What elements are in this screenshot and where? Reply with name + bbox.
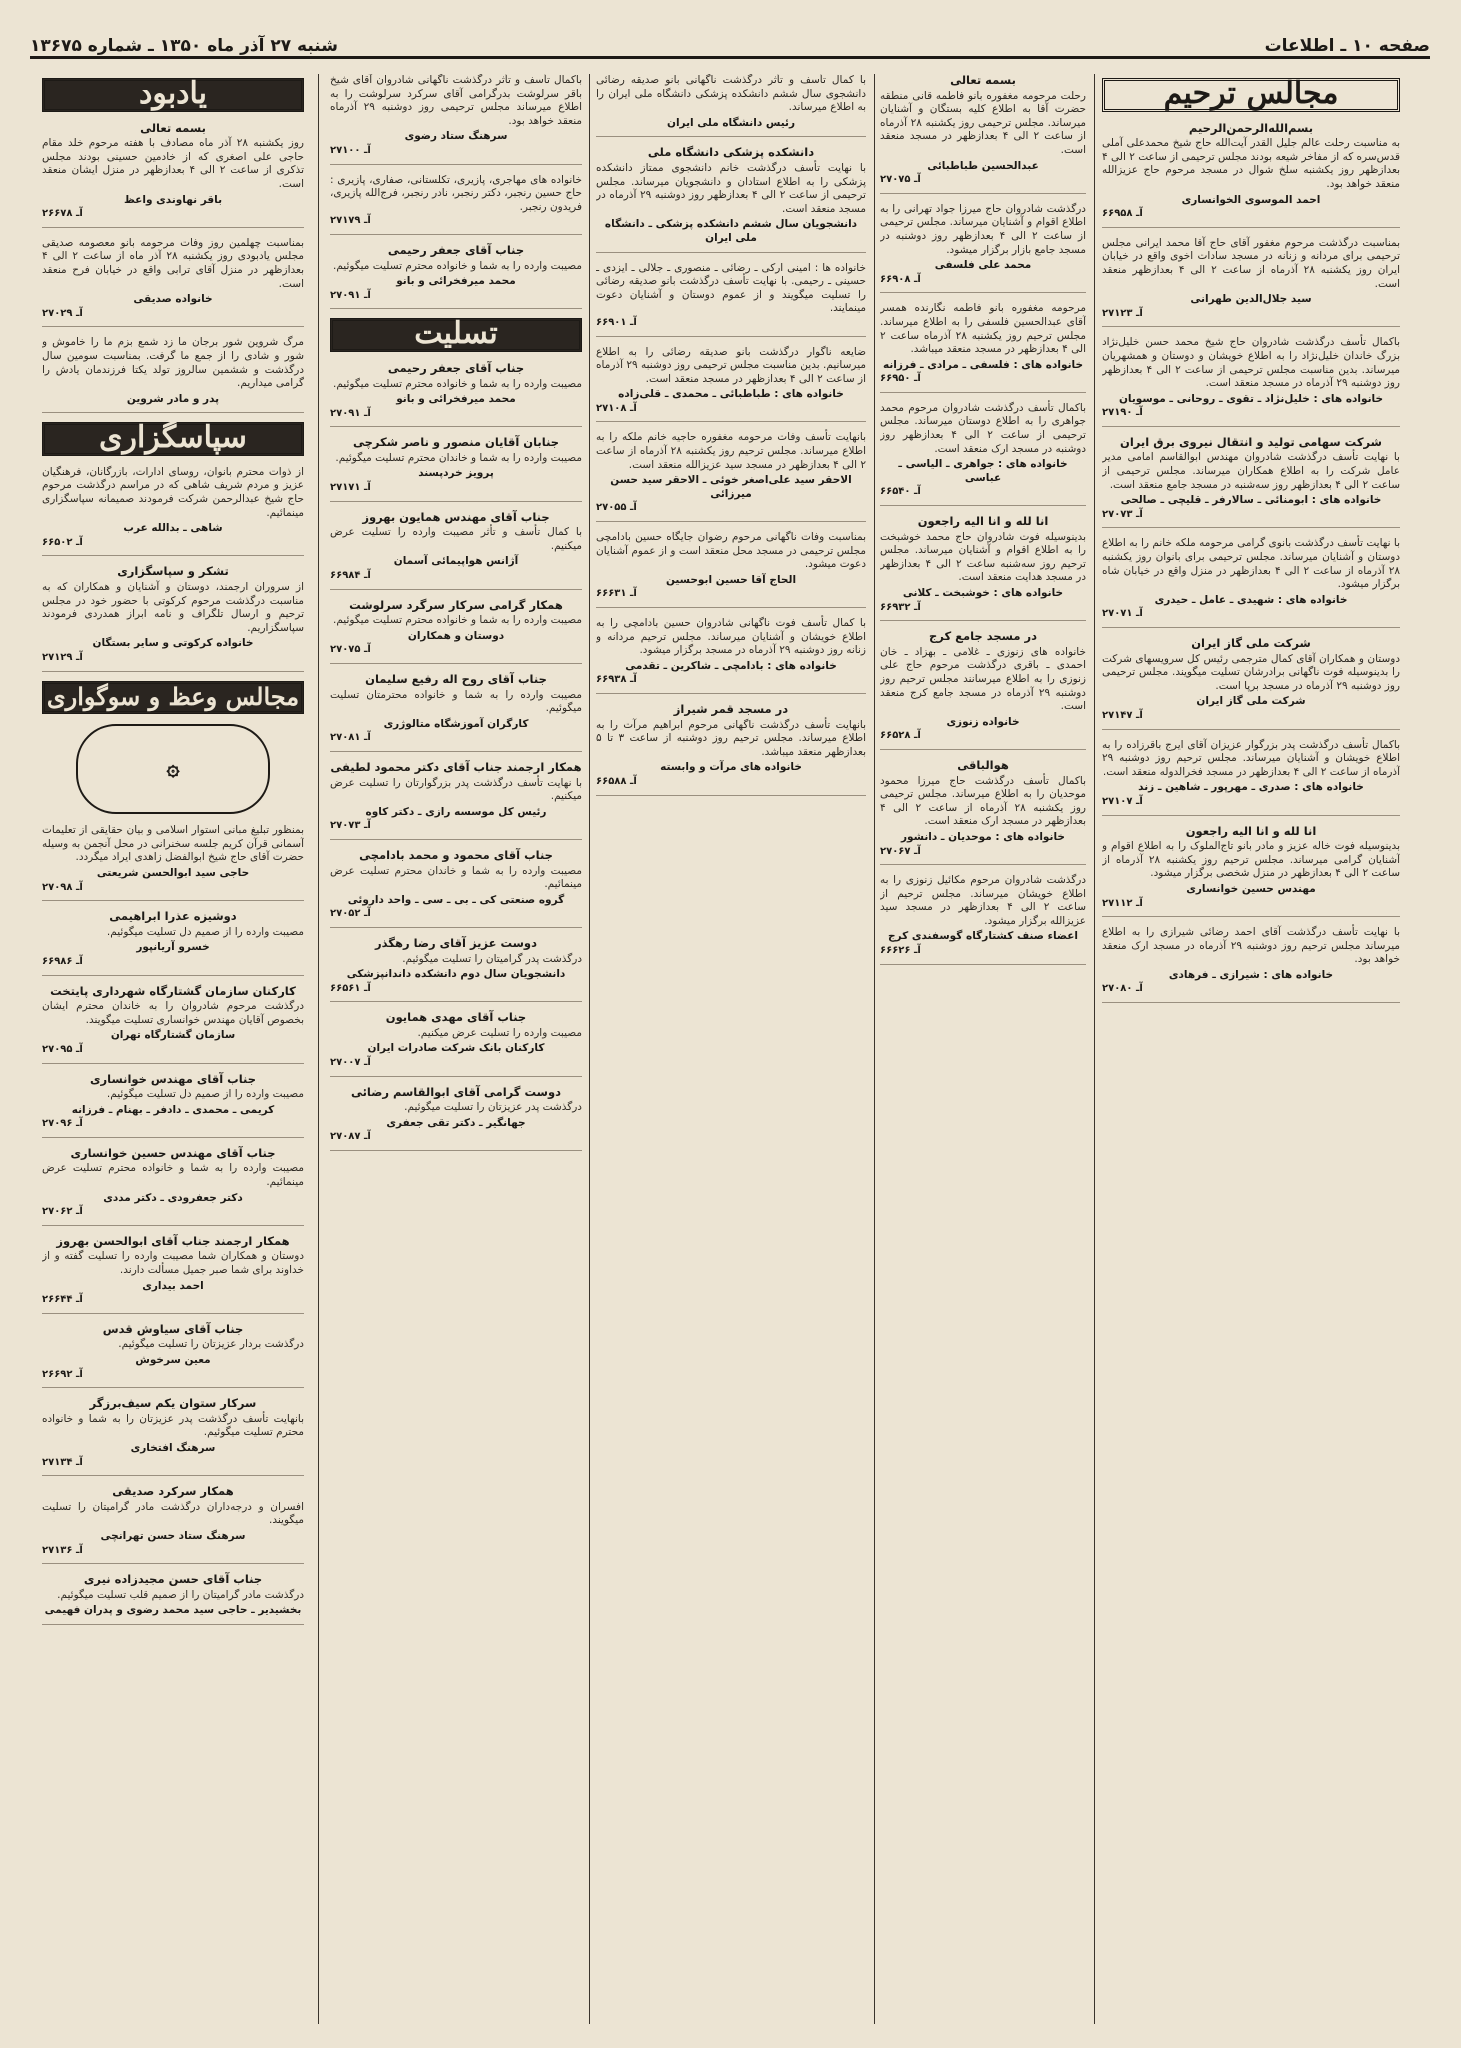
notice-body: مصیبت وارده را از صمیم دل تسلیت میگوئیم. xyxy=(106,1088,304,1101)
notice-code: آـ ۲۷۰۷۳ xyxy=(330,820,371,832)
notice xyxy=(596,346,866,423)
page-header xyxy=(30,28,1430,59)
notice-body: از ذوات محترم بانوان، روسای ادارات، بازرگانان، فرهنگیان عزیز و مردم شریف شاهی که در مراسم درگذشت مرحوم حاج شیخ عبدالرحمن شرکت فرمودند صمیمانه سپاسگزاری مینمائیم. xyxy=(42,465,304,519)
notice-signature: خانواده های : ابومنائی ـ سالارفر ـ قلیچی ـ صالحی xyxy=(1120,494,1382,507)
notice-body: بمنظور تبلیغ مبانی استوار اسلامی و بیان حقایقی از تعلیمات آسمانی قرآن کریم جلسه سخنرانی در محل آنجمن به وسیله حضرت آقای حاج شیخ ابوالفضل زاهدی ایراد میگردد. xyxy=(42,824,304,864)
notice-heading: جناب آقای حسن مجیدزاده نیری xyxy=(83,1572,263,1587)
notice-signature: بخشیدیر ـ حاجی سید محمد رضوی و پدران فهیمی xyxy=(44,1604,302,1617)
notice xyxy=(42,565,304,671)
notice-code: آـ ۲۷۰۹۵ xyxy=(42,1043,83,1055)
notice-heading: جناب آقای روح اله رفیع سلیمان xyxy=(365,672,547,686)
notice-signature: سازمان گشتارگاه تهران xyxy=(110,1029,236,1042)
notice-code: آـ ۲۷۰۷۵ xyxy=(330,644,371,656)
notice-body: بانهایت تأسف درگذشت پدر عزیزتان را به شما و خانواده محترم تسلیت میگوئیم. xyxy=(42,1412,304,1439)
notice-code: آـ ۶۶۹۵۰ xyxy=(880,373,921,385)
notice-body: باکمال تأسف و تأثر درگذشت ناگهانی شادروان آقای شیخ باقر سرلوشت بدرگرامی آقای سرکرد سرلوشت را به اطلاع میرساند مجلس ترحیمی روز دوشنبه ۲۹ آذرماه منعقد خواهد بود. xyxy=(330,74,582,127)
notice xyxy=(330,244,582,309)
notice-body: مصیبت وارده را به شما و خانواده محترم تسلیت میگوئیم. xyxy=(332,259,582,272)
notice-body: بمناسبت چهلمین روز وفات مرحومه بانو معصومه صدیقی مجلس یادبودی روز یکشنبه ۲۸ آذر ماه از ساعت ۲ الی ۴ بعدازظهر در منزل آقای ترابی واقع در خیابان فرح منعقد است. xyxy=(42,236,304,290)
notice-code: آـ ۲۷۰۷۳ xyxy=(1102,508,1143,520)
notice-body: مصیبت وارده را به شما و خانواده محترمتان تسلیت میگوئیم. xyxy=(330,688,582,715)
notice-code: آـ ۶۶۹۵۸ xyxy=(1102,208,1143,220)
notice-code: آـ ۶۶۹۳۸ xyxy=(596,674,637,686)
notice-heading: تشکر و سپاسگزاری xyxy=(117,564,229,579)
notice-signature: خانواده های : جواهری ـ الیاسی ـ عباسی xyxy=(898,458,1068,484)
section-title-tasliat: تسلیت xyxy=(330,318,582,352)
notice-body: باکمال تأسف درگذشت حاج میرزا محمود موحدیان را به اطلاع میرساند. مجلس ترحیمی روز یکشنبه ۲۸ آذرماه از ساعت ۲ الی ۴ بعدازظهر در مسجد ارک منعقد است. xyxy=(880,774,1086,828)
section-title-sepasgozari: سپاسگزاری xyxy=(42,422,304,456)
notice-code: آـ ۲۷۱۰۸ xyxy=(596,402,637,414)
notice xyxy=(880,302,1086,393)
notice-heading: جناب آقای جعفر رحیمی xyxy=(387,242,525,257)
notice-heading: جناب آقای محمود و محمد بادامچی xyxy=(359,847,553,862)
notice xyxy=(596,262,866,337)
notice-code: آـ ۲۷۱۹۰ xyxy=(1102,407,1143,419)
notice-signature: خسرو آریانپور xyxy=(136,941,210,954)
notice-signature: احمد الموسوی الخوانساری xyxy=(1181,193,1321,206)
notice-body: رحلت مرحومه مغفوره بانو فاطمه قانی منطقه حضرت آقا به اطلاع کلیه بستگان و آشنایان میرساند. مجلس ترحیمی روز یکشنبه ۲۸ آذرماه از ساعت ۲ الی ۴ بعدازظهر در مسجد منعقد است. xyxy=(880,89,1086,156)
notice-signature: رئیس دانشگاه ملی ایران xyxy=(667,116,795,129)
notice-code: آـ ۲۷۱۲۳ xyxy=(1102,307,1143,319)
notice-signature: سید جلال‌الدین طهرانی xyxy=(1190,293,1312,306)
notice-body: مصیبت وارده را تسلیت عرض میکنیم. xyxy=(417,1026,582,1039)
notice-signature: احمد بیداری xyxy=(142,1279,204,1292)
notice xyxy=(1102,926,1400,1003)
notice-signature: خانواده زنوزی xyxy=(946,715,1020,728)
notice xyxy=(880,630,1086,750)
notice-body: بمناسبت وفات ناگهانی مرحوم رضوان جایگاه حسین بادامچی مجلس ترحیمی در مسجد محل منعقد است و از عموم آشنایان دعوت میشود. xyxy=(596,531,866,571)
notice-code: آـ ۲۷۰۸۷ xyxy=(330,1131,371,1143)
column-3 xyxy=(596,74,866,2024)
notice-signature: خانواده های : خوشبخت ـ کلانی xyxy=(902,587,1064,599)
notice-list-col3 xyxy=(596,74,866,796)
notice-heading: جنابان آقایان منصور و ناصر شکرچی xyxy=(352,435,560,450)
notice-body: خانواده ها : امینی ارکی ـ رضائی ـ منصوری ـ جلالی ـ ایزدی ـ حسینی ـ رحیمی. با نهایت تأسف درگذشت بانو صدیقه رضائی را تسلیت میگویند و از عموم دوستان و آشنایان دعوت مینمایند. xyxy=(596,261,866,315)
notice-signature: خانواده های : شیرازی ـ فرهادی xyxy=(1168,968,1334,981)
notice xyxy=(42,237,304,328)
notice xyxy=(1102,336,1400,427)
notice-code: آـ ۲۶۶۴۴ xyxy=(42,1294,83,1306)
notice-code: آـ ۲۷۰۷۵ xyxy=(880,174,921,186)
notice-body: مصیبت وارده را به شما و خانواده محترم تسلیت عرض مینمائیم. xyxy=(42,1162,304,1189)
notice-code: آـ ۲۷۰۵۲ xyxy=(330,908,371,920)
notice-heading: همکار ارجمند جناب آقای ابوالحسن بهروز xyxy=(56,1233,290,1248)
notice xyxy=(1102,237,1400,328)
notice-signature: کارکنان بانک شرکت صادرات ایران xyxy=(367,1042,545,1055)
notice-signature: دانشجویان سال دوم دانشکده داندانپزشکی xyxy=(346,968,566,981)
notice-code: آـ ۲۷۱۷۹ xyxy=(330,215,371,227)
notice-signature: عبدالحسین طباطبائی xyxy=(927,159,1039,172)
notice-body: باکمال تأسف درگذشت شادروان حاج شیخ محمد حسن خلیل‌نژاد بزرگ خاندان خلیل‌نژاد را به اطلاع خویشان و دوستان و همشهریان میرساند. بدین مناسبت مجلس ترحیمی از ساعت ۲ الی ۴ بعدازظهر روز دوشنبه ۲۹ آذرماه در مسجد منعقد است. xyxy=(1102,336,1400,390)
notice-body: باکمال تأسف درگذشت شادروان مرحوم محمد جواهری را به اطلاع دوستان میرساند. مجلس ترحیمی از ساعت ۲ الی ۴ بعدازظهر روز دوشنبه در مسجد ارک منعقد است. xyxy=(880,401,1086,455)
notice-signature: حاجی سید ابوالحسن شریعتی xyxy=(96,866,250,879)
notice xyxy=(42,1485,304,1564)
notice xyxy=(596,703,866,796)
notice-signature: اعضاء صنف کشتارگاه گوسفندی کرج xyxy=(887,930,1079,943)
notice-body: درگذشت پدر عزیزتان را تسلیت میگوئیم. xyxy=(404,1101,582,1114)
notice-body: مرحومه مغفوره بانو فاطمه نگارنده همسر آقای عبدالحسین فلسفی را به اطلاع میرساند. مجلس ترحیم روز یکشنبه ۲۸ آذرماه ساعت ۲ الی ۴ بعدازظهر در مسجد منعقد میباشد. xyxy=(880,302,1086,356)
notice-heading: بسمه تعالی xyxy=(950,74,1016,87)
notice-code: آـ ۶۶۹۳۲ xyxy=(880,601,921,613)
notice-signature: محمد علی فلسفی xyxy=(934,259,1032,272)
notice-list-col4a xyxy=(330,74,582,309)
notice xyxy=(42,1235,304,1314)
notice-signature: دوستان و همکاران xyxy=(407,629,505,642)
notice-body: مصیبت وارده را از صمیم دل تسلیت میگوئیم. xyxy=(106,925,304,938)
notice-list-col2 xyxy=(880,74,1086,965)
notice xyxy=(880,402,1086,506)
notice xyxy=(1102,739,1400,816)
notice-code: آـ ۶۶۵۲۸ xyxy=(880,730,921,742)
column-divider xyxy=(589,74,590,2024)
section-title-yadbood: یادبود xyxy=(42,78,304,112)
notice xyxy=(42,1073,304,1138)
notice-body: بمناسبت درگذشت مرحوم مغفور آقای حاج آقا محمد ایرانی مجلس ترحیمی برای مردانه و زنانه در مسجد سادات اخوی واقع در خیابان ایران روز یکشنبه ۲۸ آذرماه از ساعت ۲ الی ۴ بعدازظهر منعقد است. xyxy=(1102,236,1400,290)
calligraphy-emblem: ۞ xyxy=(76,724,270,814)
notice-body: بانهایت تأسف وفات مرحومه مغفوره حاجیه خانم ملکه را به اطلاع میرساند. مجلس ترحیم روز یکشنبه ۲۸ آذرماه از ساعت ۲ الی ۴ بعدازظهر در مسجد سید عزیزالله منعقد است. xyxy=(596,431,866,471)
notice-signature: شرکت ملی گاز ایران xyxy=(1196,695,1306,708)
notice xyxy=(330,673,582,752)
notice-heading: هوالباقی xyxy=(957,757,1009,772)
notice-signature: آژانس هواپیمائی آسمان xyxy=(393,555,519,568)
notice-code: آـ ۲۷۰۲۹ xyxy=(42,307,83,319)
notice-body: مصیبت وارده را به شما و خاندان محترم تسلیت عرض مینمائیم. xyxy=(330,864,582,891)
notice-signature: خانواده های : فلسفی ـ مرادی ـ فرزانه xyxy=(882,358,1084,371)
notice xyxy=(880,759,1086,865)
notice-body: با نهایت تأسف درگذشت خانم دانشجوی ممتاز دانشکده پزشکی را به اطلاع استادان و دانشجویان میرساند. مجلس ترحیمی از ساعت ۲ الی ۴ بعدازظهر روز دوشنبه ۲۹ آذرماه در مسجد منعقد است. xyxy=(596,161,866,215)
notice-signature: پدر و مادر شروین xyxy=(126,392,220,405)
notice-signature: سرهنگ ستاد رضوی xyxy=(404,130,508,143)
notice-list-col4b xyxy=(330,362,582,1151)
notice xyxy=(1102,637,1400,730)
notice-body: باکمال تأسف درگذشت پدر بزرگوار عزیزان آقای ایرج باقرزاده را به اطلاع خویشان و آشنایان میرساند. مجلس ترحیم روز دوشنبه ۲۹ آذرماه از ساعت ۲ الی ۴ بعدازظهر در مسجد فخرالدوله منعقد است. xyxy=(1102,738,1400,778)
notice xyxy=(42,1573,304,1625)
notice-body: درگذشت مادر گرامیتان را از صمیم قلب تسلیت میگوئیم. xyxy=(57,1588,304,1601)
notice-body: بانهایت تأسف درگذشت ناگهانی مرحوم ابراهیم مرآت را به اطلاع میرساند. مجلس ترحیم روز دوشنبه از ساعت ۳ تا ۵ بعدازظهر منعقد میباشد. xyxy=(596,718,866,758)
notice-body: خانواده های مهاجری، پازیری، تکلستانی، صفاری، پازیری : حاج حسین رنجبر، دکتر رنجبر، نادر رنجبر، فرج‌الله پازیری، فریدون رنجبر. xyxy=(330,173,582,213)
notice-body: افسران و درجه‌داران درگذشت مادر گرامیتان را تسلیت میگویند. xyxy=(42,1500,304,1527)
notice-code: آـ ۲۷۱۱۲ xyxy=(1102,897,1143,909)
notice-code: آـ ۶۶۹۰۱ xyxy=(596,316,637,328)
notice-heading: دوشیزه عذرا ابراهیمی xyxy=(109,909,237,924)
notice-signature: خانواده های : موحدیان ـ دانشور xyxy=(901,830,1065,843)
notice-code: آـ ۲۷۰۶۷ xyxy=(880,845,921,857)
notice-heading: همکار ارجمند جناب آقای دکتر محمود لطیفی xyxy=(330,759,582,774)
notice xyxy=(42,1397,304,1476)
notice xyxy=(330,849,582,928)
notice-code: آـ ۲۷۰۹۱ xyxy=(330,289,371,301)
notice-code: آـ ۲۷۰۷۱ xyxy=(1102,608,1143,620)
column-1 xyxy=(1102,74,1400,2024)
notice-heading: دوست گرامی آقای ابوالقاسم رضائی xyxy=(350,1084,562,1099)
notice-heading: در مسجد قمر شیراز xyxy=(673,701,789,716)
notice-body: خانواده های زنوزی ـ غلامی ـ بهزاد ـ خان احمدی ـ باقری درگذشت مرحوم حاج علی زنوزی را به اطلاع میرسانند مجلس ترحیم روز دوشنبه ۲۹ آذرماه در مسجد جامع کرج منعقد است. xyxy=(880,645,1086,713)
notice-list-col5a xyxy=(42,122,304,414)
notice-body: از سروران ارجمند، دوستان و آشنایان و همکاران که به مناسبت درگذشت مرحوم کرکوتی با حضور خود در مجلس ترحیم و ارسال تلگراف و نامه ابراز همدردی فرمودند سپاسگزاریم. xyxy=(42,581,304,634)
notice xyxy=(880,874,1086,965)
column-5 xyxy=(42,74,304,2024)
notice-code: آـ ۲۷۱۳۴ xyxy=(42,1456,83,1468)
notice-heading: دوست عزیز آقای رضا رهگذر xyxy=(375,935,537,950)
notice-signature: باقر نهاوندی واعظ xyxy=(123,193,223,206)
notice-code: آـ ۲۷۱۰۷ xyxy=(1102,795,1143,807)
notice-heading: جناب آقای مهدی همایون xyxy=(385,1010,527,1025)
notice xyxy=(330,174,582,235)
notice xyxy=(330,436,582,501)
notice xyxy=(596,146,866,252)
notice-code: آـ ۲۷۱۴۷ xyxy=(1102,709,1143,721)
notice-signature: خانواده های : خلیل‌نژاد ـ تقوی ـ روحانی ـ موسویان xyxy=(1118,392,1384,405)
notice-signature: خانواده های مرآت و وابسته xyxy=(660,761,802,774)
notice xyxy=(880,203,1086,294)
notice-signature: دکتر جعفرودی ـ دکتر مددی xyxy=(103,1191,243,1204)
column-2 xyxy=(880,74,1086,2024)
notice-body: دوستان و همکاران آقای کمال مترجمی رئیس کل سرویسهای شرکت را بدینوسیله فوت ناگهانی برادرشان تسلیت میگویند. مجلس ترحیمی روز دوشنبه ۲۹ آذرماه در مسجد برپا است. xyxy=(1102,652,1400,692)
notice-list-col5c xyxy=(42,824,304,1625)
notice-heading: همکار سرکرد صدیقی xyxy=(112,1484,234,1499)
notice-signature: سرهنگ افتخاری xyxy=(130,1441,216,1454)
notice-heading: همکار گرامی سرکار سرگرد سرلوشت xyxy=(349,597,563,612)
notice-body: با نهایت تأسف درگذشت پدر بزرگوارتان را تسلیت عرض میکنیم. xyxy=(330,776,582,803)
notice xyxy=(1102,537,1400,628)
notice-body: درگذشت مرحوم شادروان را به خاندان محترم ایشان بخصوص آقایان مهندس خوانساری تسلیت میگویند. xyxy=(42,1000,304,1026)
section-title-majales-vaz: مجالس وعظ و سوگواری xyxy=(42,681,304,715)
notice-body: با نهایت تأسف درگذشت بانوی گرامی مرحومه ملکه خانم را به اطلاع دوستان و آشنایان میرساند. مجلس ترحیمی برای بانوان روز یکشنبه ۲۸ آذرماه از ساعت ۲ الی ۴ بعدازظهر در منزل واقع در خیابان شاه برگزار میشود. xyxy=(1102,537,1400,591)
notice-heading: جناب آقای مهندس خوانساری xyxy=(89,1071,257,1086)
notice-code: آـ ۶۶۹۸۴ xyxy=(330,570,371,582)
notice-signature: الحاج آقا حسین ابوحسین xyxy=(665,573,797,586)
notice xyxy=(42,1323,304,1388)
column-divider xyxy=(318,74,319,2024)
notice-code: آـ ۲۷۱۲۹ xyxy=(42,652,83,663)
notice-heading: دانشکده پزشکی دانشگاه ملی xyxy=(647,145,815,160)
notice-heading: بسمه تعالی xyxy=(140,120,206,135)
notice-signature: دانشجویان سال ششم دانشکده پزشکی ـ دانشگاه ملی ایران xyxy=(604,218,858,244)
notice xyxy=(1102,122,1400,228)
notice-signature: خانواده صدیقی xyxy=(133,293,213,306)
notice xyxy=(42,910,304,975)
notice-heading: جناب آقای مهندس همایون بهروز xyxy=(362,509,550,524)
notice-code: آـ ۶۶۶۳۱ xyxy=(596,588,637,600)
notice-heading: شرکت سهامی تولید و انتقال نیروی برق ایران xyxy=(1120,434,1382,449)
notice-signature: شاهی ـ بدالله عرب xyxy=(123,522,223,535)
notice-body: مصیبت وارده را به شما و خانواده محترم تسلیت میگوئیم. xyxy=(332,614,582,627)
notice-code: آـ ۶۶۹۸۶ xyxy=(42,955,83,967)
notice-code: آـ ۲۶۶۹۲ xyxy=(42,1368,83,1380)
date-issue: شنبه ۲۷ آذر ماه ۱۳۵۰ ـ شماره ۱۳۶۷۵ xyxy=(30,36,338,56)
notice-heading: انا لله و انا الیه راجعون xyxy=(1185,823,1317,838)
notice xyxy=(42,122,304,228)
notice-code: آـ ۶۶۶۲۶ xyxy=(880,945,921,957)
notice xyxy=(330,1011,582,1076)
notice-signature: خانواده های : طباطبائی ـ محمدی ـ قلی‌زاده xyxy=(618,388,844,401)
notice-signature: مهندس حسین خوانساری xyxy=(1186,882,1316,895)
notice xyxy=(596,531,866,608)
notice-signature: خانواده های : بادامچی ـ شاکرین ـ تقدمی xyxy=(625,659,837,672)
notice xyxy=(42,985,304,1064)
notice xyxy=(42,466,304,557)
notice-code: آـ ۲۷۰۹۸ xyxy=(42,881,83,893)
notice xyxy=(596,617,866,694)
notice-signature: معین سرخوش xyxy=(135,1354,211,1366)
notice-signature: جهانگیر ـ دکتر تقی جعفری xyxy=(386,1116,526,1129)
notice-code: آـ ۲۷۱۳۶ xyxy=(42,1544,83,1556)
notice-heading: بسم‌الله‌الرحمن‌الرحیم xyxy=(1188,120,1314,135)
notice-body: با کمال تأسف و تأثر درگذشت ناگهانی بانو صدیقه رضائی دانشجوی سال ششم دانشکده پزشکی دانشگاه ملی ایران را به اطلاع میرساند. xyxy=(596,74,866,114)
notice-heading: کارکنان سازمان گشتارگاه شهرداری پایتخت xyxy=(50,983,296,998)
notice-code: آـ ۶۶۵۴۰ xyxy=(880,486,921,498)
notice xyxy=(596,74,866,137)
column-4 xyxy=(330,74,582,2024)
notice-code: آـ ۲۷۰۹۶ xyxy=(42,1118,83,1130)
notice-code: آـ ۲۷۰۸۱ xyxy=(330,732,371,744)
notice-body: با کمال تأسف فوت ناگهانی شادروان حسین بادامچی را به اطلاع خویشان و آشنایان میرساند. مجلس ترحیم مردانه و زنانه روز دوشنبه ۲۹ آذرماه در مسجد برگزار میشود. xyxy=(596,617,866,657)
notice-code: آـ ۲۷۱۷۱ xyxy=(330,482,371,494)
notice xyxy=(330,937,582,1002)
notice xyxy=(880,74,1086,194)
notice-body: ضایعه ناگوار درگذشت بانو صدیقه رضائی را به اطلاع میرسانیم. بدین مناسبت مجلس ترحیمی روز دوشنبه ۲۹ آذرماه از ساعت ۲ الی ۴ بعدازظهر در مسجد منعقد است. xyxy=(596,345,866,385)
notice-signature: محمد میرفخرائی و بانو xyxy=(396,393,516,406)
notice-signature: رئیس کل موسسه رازی ـ دکتر کاوه xyxy=(365,805,547,818)
notice xyxy=(1102,825,1400,918)
notice-body: بدینوسیله فوت خاله عزیز و مادر بانو تاج‌الملوک را به اطلاع اقوام و آشنایان گرامی میرساند. مجلس ترحیم روز یکشنبه ۲۸ آذرماه از ساعت ۲ الی ۴ بعدازظهر در منزل شخصی برگزار میشود. xyxy=(1102,840,1400,880)
notice-code: آـ ۲۶۶۷۸ xyxy=(42,208,83,220)
notice-body: درگذشت بردار عزیزتان را تسلیت میگوئیم. xyxy=(118,1338,304,1351)
notice xyxy=(330,761,582,840)
notice-body: مصیبت وارده را به شما و خاندان محترم تسلیت میگوئیم. xyxy=(335,451,582,464)
notice-signature: خانواده کرکوتی و سایر بستگان xyxy=(92,637,254,650)
notice-body: با نهایت تأسف درگذشت شادروان مهندس ابوالقاسم امامی مدیر عامل شرکت را به اطلاع همکاران میرساند. مجلس ترحیمی از ساعت ۲ الی ۴ بعدازظهر روز سه‌شنبه در مسجد جامع منعقد است. xyxy=(1102,451,1400,491)
notice-list-col5b xyxy=(42,466,304,672)
notice-code: آـ ۶۶۵۶۱ xyxy=(330,982,371,994)
notice-body: مرگ شروین شور برجان ما زد شمع بزم ما را خاموش و شور و شادی را از جمع ما گرفت. بمناسبت سومین سال درگذشت و ششمین سالروز تولد یکتا فرزندمان یادش را گرامی میداریم. xyxy=(42,336,304,390)
section-title-majales-tarhim: مجالس ترحیم xyxy=(1102,78,1400,112)
notice-code: آـ ۶۶۵۰۲ xyxy=(42,536,83,548)
notice-body: درگذشت شادروان مرحوم مکائیل زنوزی را به اطلاع خویشان میرساند. مجلس ترحیم از ساعت ۲ الی ۴ بعدازظهر در مسجد سید عزیزالله برگزار میشود. xyxy=(880,874,1086,927)
notice xyxy=(1102,436,1400,529)
notice-signature: خانواده های : شهیدی ـ عامل ـ حیدری xyxy=(1154,593,1348,606)
notice xyxy=(42,1147,304,1226)
notice-heading: انا لله و انا الیه راجعون xyxy=(917,514,1049,529)
notice xyxy=(596,431,866,522)
notice-heading: سرکار ستوان یکم سیف‌برزگر xyxy=(89,1396,257,1411)
notice-body: با نهایت تأسف درگذشت آقای احمد رضائی شیرازی را به اطلاع میرساند مجلس ترحیم روز دوشنبه ۲۹ آذرماه در مسجد ارک منعقد خواهد بود. xyxy=(1102,926,1400,966)
notice-list-col1 xyxy=(1102,122,1400,1003)
notice-heading: شرکت ملی گاز ایران xyxy=(1191,636,1311,650)
column-divider xyxy=(874,74,875,2024)
notice-signature: محمد میرفخرائی و بانو xyxy=(396,275,516,288)
column-divider xyxy=(1094,74,1095,2024)
notice xyxy=(330,362,582,427)
notice-signature: الاحقر سید علی‌اصغر خوئی ـ الاحقر سید حسن میرزائی xyxy=(610,474,852,500)
notice-body: درگذشت پدر گرامیتان را تسلیت میگوئیم. xyxy=(402,952,582,965)
notice-code: آـ ۲۷۱۰۰ xyxy=(330,144,371,156)
notice-signature: کارگران آموزشگاه متالوژری xyxy=(383,717,529,730)
notice xyxy=(330,511,582,590)
notice-code: آـ ۲۷۰۶۲ xyxy=(42,1206,83,1218)
notice xyxy=(330,74,582,165)
notice-heading: جناب آقای سیاوش قدس xyxy=(102,1321,244,1336)
notice-code: آـ ۲۷۰۸۰ xyxy=(1102,983,1143,995)
notice-body: مصیبت وارده را به شما و خانواده محترم تسلیت میگوئیم. xyxy=(332,377,582,390)
notice-code: آـ ۲۷۰۰۷ xyxy=(330,1057,371,1069)
notice-code: آـ ۶۶۵۸۸ xyxy=(596,775,637,787)
notice-signature: خانواده های : صدری ـ مهرپور ـ شاهین ـ زند xyxy=(1138,781,1364,794)
notice-body: با کمال تأسف و تأثر مصیبت وارده را تسلیت عرض میکنیم. xyxy=(330,526,582,552)
notice xyxy=(330,599,582,664)
notice-body: دوستان و همکاران شما مصیبت وارده را تسلیت گفته و از خداوند برای شما صبر جمیل مسألت دارند. xyxy=(42,1250,304,1277)
notice-signature: سرهنگ ستاد حسن تهرانچی xyxy=(100,1529,246,1542)
page-label: صفحه ۱۰ ـ اطلاعات xyxy=(1264,36,1430,56)
notice-code: آـ ۶۶۹۰۸ xyxy=(880,273,921,285)
notice-signature: پرویز خردپسند xyxy=(418,467,494,480)
notice-body: به مناسبت رحلت عالم جلیل القدر آیت‌الله حاج شیخ محمدعلی آملی قدس‌سره که از مفاخر شیعه بودند مجلس ترحیمی از ساعت ۲ الی ۴ بعدازظهر روز یکشنبه سلخ شوال در مسجد مرحوم حاج عزیزالله منعقد خواهد بود. xyxy=(1102,137,1400,190)
notice-signature: کریمی ـ محمدی ـ دادفر ـ بهنام ـ فرزانه xyxy=(71,1103,275,1116)
notice-heading: در مسجد جامع کرج xyxy=(929,629,1037,644)
notice-heading: جناب آقای جعفر رحیمی xyxy=(387,360,525,375)
notice-heading: جناب آقای مهندس حسین خوانساری xyxy=(70,1145,276,1160)
notice xyxy=(42,824,304,901)
notice-code: آـ ۲۷۰۵۵ xyxy=(596,502,637,514)
notice-signature: گروه صنعتی کی ـ بی ـ سی ـ واحد داروئی xyxy=(347,893,565,906)
notice-body: روز یکشنبه ۲۸ آذر ماه مصادف با هفته مرحوم خلد مقام حاجی علی اصغری که از خادمین حسینی بودند مجلس تذکری از ساعت ۲ الی ۴ بعدازظهر در منزل ایشان منعقد است. xyxy=(42,137,304,190)
notice-body: درگذشت شادروان حاج میرزا جواد تهرانی را به اطلاع اقوام و آشنایان میرساند. مجلس ترحیمی از ساعت ۲ الی ۴ بعدازظهر روز دوشنبه در مسجد جامع بازار برگزار میشود. xyxy=(880,202,1086,256)
notice-code: آـ ۲۷۰۹۱ xyxy=(330,407,371,419)
notice xyxy=(42,336,304,413)
notice-body: بدینوسیله فوت شادروان حاج محمد خوشبخت را به اطلاع اقوام و آشنایان میرساند. مجلس ترحیم روز سه‌شنبه ساعت ۲ الی ۴ بعدازظهر در مسجد هدایت منعقد است. xyxy=(880,530,1086,584)
notice xyxy=(880,515,1086,621)
notice xyxy=(330,1086,582,1151)
